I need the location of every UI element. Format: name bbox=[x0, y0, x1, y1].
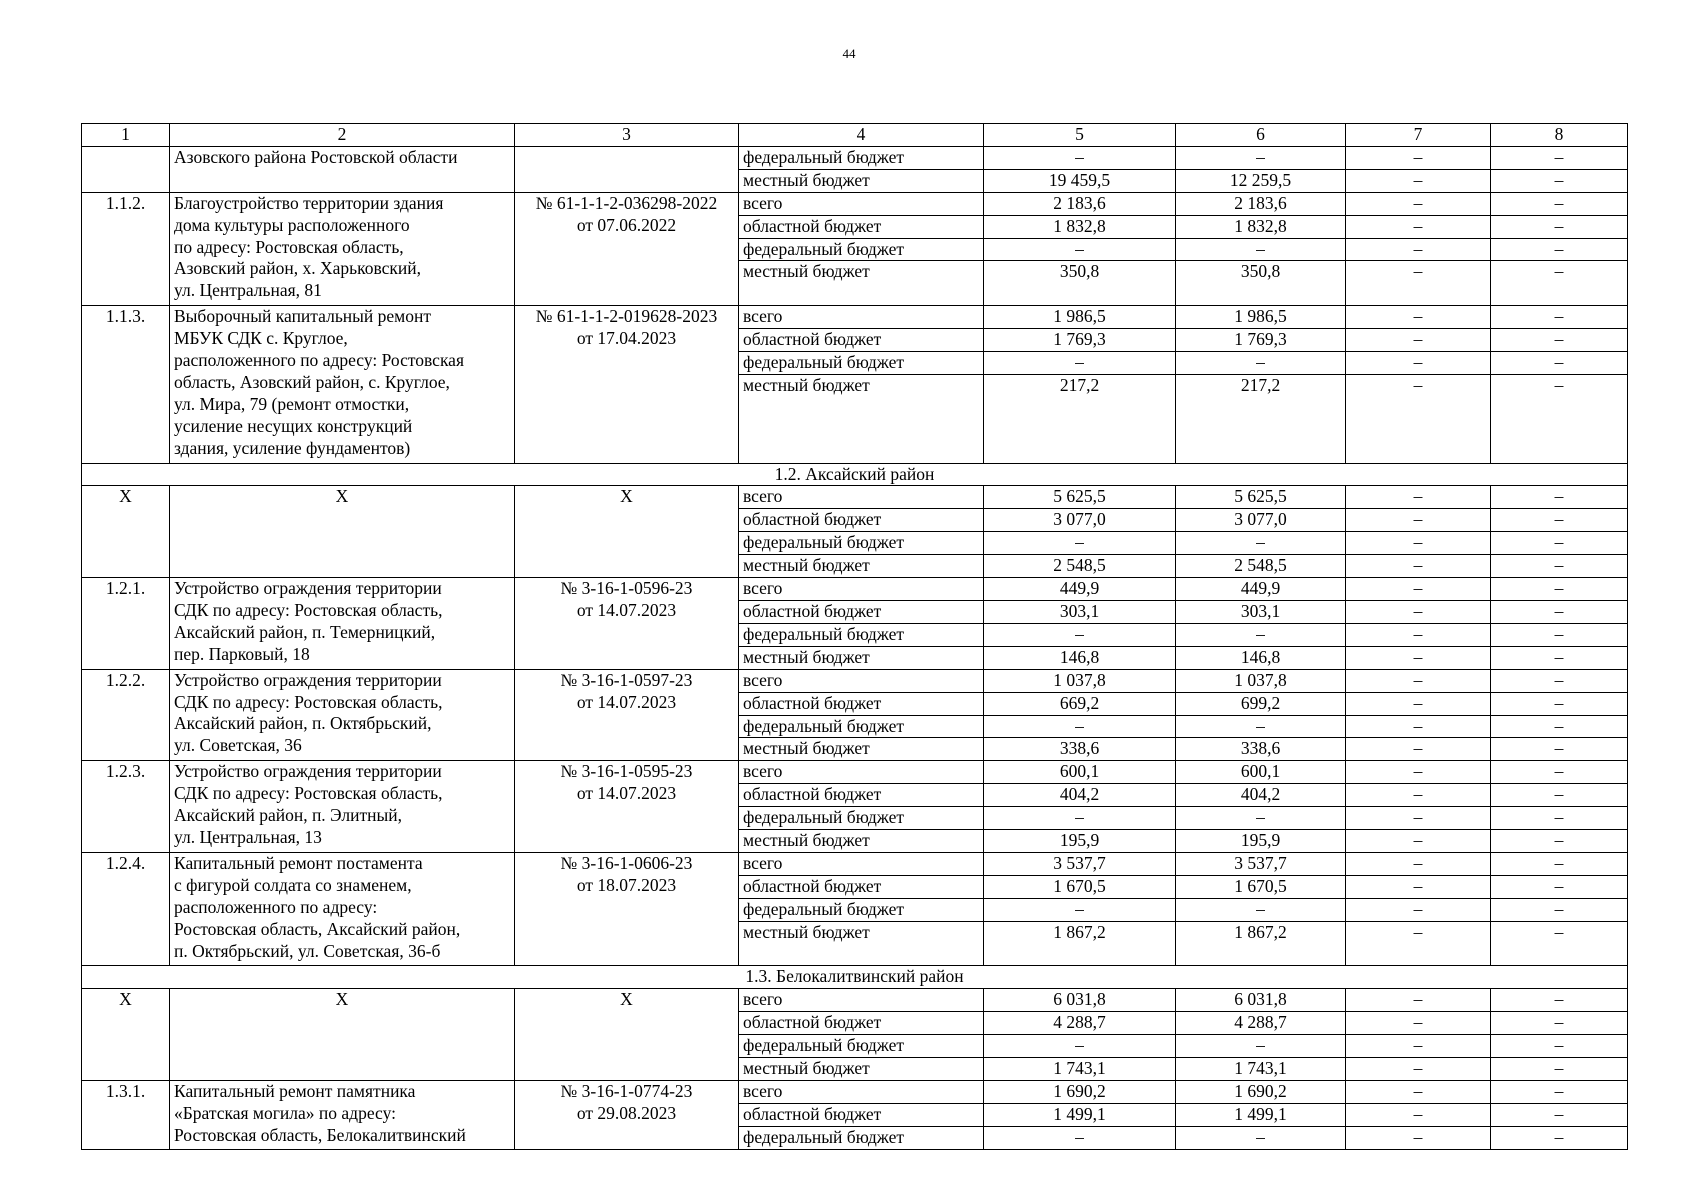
value-cell: 2 548,5 bbox=[984, 555, 1176, 578]
header-cell: 4 bbox=[739, 124, 984, 147]
value-cell: – bbox=[1346, 261, 1491, 306]
budget-type-label: федеральный бюджет bbox=[739, 146, 984, 169]
value-cell: – bbox=[1491, 898, 1628, 921]
table-row bbox=[82, 486, 1628, 509]
object-name-line: Аксайский район, п. Октябрьский, bbox=[174, 713, 432, 734]
value-cell: – bbox=[1491, 261, 1628, 306]
document-line: № 3-16-1-0595-23 bbox=[560, 761, 693, 782]
value-cell: 1 867,2 bbox=[984, 921, 1176, 966]
value-cell: 3 077,0 bbox=[984, 509, 1176, 532]
value-cell: – bbox=[1491, 192, 1628, 215]
header-cell: 3 bbox=[515, 124, 739, 147]
budget-type-label: федеральный бюджет bbox=[739, 623, 984, 646]
budget-type-label: всего bbox=[739, 669, 984, 692]
item-number: 1.2.1. bbox=[82, 578, 170, 670]
budget-type-label: областной бюджет bbox=[739, 875, 984, 898]
document-line: № 61-1-1-2-036298-2022 bbox=[535, 192, 718, 213]
budget-type-label: всего bbox=[739, 989, 984, 1012]
value-cell: 195,9 bbox=[984, 830, 1176, 853]
object-name-line: Устройство ограждения территории bbox=[174, 669, 442, 690]
value-cell: – bbox=[1346, 761, 1491, 784]
value-cell: 449,9 bbox=[984, 578, 1176, 601]
value-cell: 3 077,0 bbox=[1176, 509, 1346, 532]
object-name-line: СДК по адресу: Ростовская область, bbox=[174, 783, 443, 804]
budget-type-label: областной бюджет bbox=[739, 509, 984, 532]
value-cell: 3 537,7 bbox=[984, 852, 1176, 875]
table-row bbox=[82, 192, 1628, 215]
object-name-line: «Братская могила» по адресу: bbox=[174, 1102, 396, 1123]
document-line: от 14.07.2023 bbox=[576, 783, 677, 804]
value-cell: – bbox=[1491, 1081, 1628, 1104]
object-name bbox=[170, 1081, 515, 1150]
value-cell: – bbox=[1176, 623, 1346, 646]
object-name-line: п. Октябрьский, ул. Советская, 36-б bbox=[174, 940, 441, 961]
item-number: 1.3.1. bbox=[82, 1081, 170, 1150]
value-cell: – bbox=[1346, 830, 1491, 853]
budget-type-label: всего bbox=[739, 578, 984, 601]
value-cell: – bbox=[1491, 600, 1628, 623]
value-cell: – bbox=[1491, 830, 1628, 853]
value-cell: – bbox=[1491, 852, 1628, 875]
value-cell: 1 743,1 bbox=[984, 1058, 1176, 1081]
header-row bbox=[82, 124, 1628, 147]
object-name-line: расположенного по адресу: bbox=[174, 896, 378, 917]
x-marker: Х bbox=[170, 486, 515, 578]
budget-type-label: областной бюджет bbox=[739, 1012, 984, 1035]
object-name bbox=[170, 306, 515, 463]
value-cell: 303,1 bbox=[984, 600, 1176, 623]
object-name-line: дома культуры расположенного bbox=[174, 214, 410, 235]
value-cell: – bbox=[1491, 1058, 1628, 1081]
document-number bbox=[515, 669, 739, 761]
value-cell: 6 031,8 bbox=[984, 989, 1176, 1012]
table-row bbox=[82, 852, 1628, 875]
value-cell: – bbox=[984, 807, 1176, 830]
value-cell: – bbox=[1346, 509, 1491, 532]
value-cell: – bbox=[1346, 692, 1491, 715]
value-cell: 1 832,8 bbox=[984, 215, 1176, 238]
value-cell: – bbox=[1491, 374, 1628, 463]
object-name-line: Устройство ограждения территории bbox=[174, 761, 442, 782]
budget-type-label: областной бюджет bbox=[739, 215, 984, 238]
value-cell: – bbox=[1346, 169, 1491, 192]
x-marker: Х bbox=[515, 486, 739, 578]
value-cell: – bbox=[1346, 374, 1491, 463]
value-cell: – bbox=[1346, 192, 1491, 215]
value-cell: – bbox=[1491, 784, 1628, 807]
value-cell: 404,2 bbox=[984, 784, 1176, 807]
x-marker: Х bbox=[515, 989, 739, 1081]
object-name-line: ул. Центральная, 13 bbox=[174, 827, 322, 847]
budget-type-label: всего bbox=[739, 192, 984, 215]
document-line: от 17.04.2023 bbox=[576, 328, 677, 349]
value-cell: – bbox=[1176, 352, 1346, 375]
object-name bbox=[170, 852, 515, 966]
value-cell: – bbox=[984, 532, 1176, 555]
value-cell: – bbox=[1491, 761, 1628, 784]
document-line: № 3-16-1-0606-23 bbox=[560, 852, 693, 873]
object-name-line: Азовский район, х. Харьковский, bbox=[174, 258, 422, 279]
object-name-line: Ростовская область, Аксайский район, bbox=[174, 918, 461, 939]
value-cell: 1 670,5 bbox=[1176, 875, 1346, 898]
value-cell: – bbox=[1346, 352, 1491, 375]
budget-type-label: местный бюджет bbox=[739, 169, 984, 192]
section-title: 1.2. Аксайский район bbox=[82, 463, 1628, 486]
value-cell: 1 499,1 bbox=[1176, 1103, 1346, 1126]
object-name-line: Выборочный капитальный ремонт bbox=[174, 306, 432, 327]
budget-type-label: областной бюджет bbox=[739, 784, 984, 807]
value-cell: 1 690,2 bbox=[984, 1081, 1176, 1104]
object-name-line: ул. Мира, 79 (ремонт отмостки, bbox=[174, 393, 410, 414]
value-cell: – bbox=[1491, 215, 1628, 238]
value-cell: 217,2 bbox=[1176, 374, 1346, 463]
value-cell: 350,8 bbox=[1176, 261, 1346, 306]
value-cell: 217,2 bbox=[984, 374, 1176, 463]
budget-type-label: областной бюджет bbox=[739, 692, 984, 715]
document-line: № 3-16-1-0597-23 bbox=[560, 669, 693, 690]
value-cell: 1 499,1 bbox=[984, 1103, 1176, 1126]
section-title: 1.3. Белокалитвинский район bbox=[82, 966, 1628, 989]
value-cell: – bbox=[1491, 238, 1628, 261]
value-cell: 600,1 bbox=[1176, 761, 1346, 784]
value-cell: – bbox=[984, 1035, 1176, 1058]
table-row bbox=[82, 1081, 1628, 1104]
header-cell: 8 bbox=[1491, 124, 1628, 147]
value-cell: 5 625,5 bbox=[1176, 486, 1346, 509]
value-cell: – bbox=[1491, 692, 1628, 715]
value-cell: – bbox=[1346, 715, 1491, 738]
value-cell: – bbox=[1346, 875, 1491, 898]
value-cell: – bbox=[1491, 921, 1628, 966]
value-cell: – bbox=[984, 623, 1176, 646]
value-cell: 1 986,5 bbox=[984, 306, 1176, 329]
value-cell: – bbox=[1346, 852, 1491, 875]
budget-type-label: областной бюджет bbox=[739, 329, 984, 352]
value-cell: – bbox=[1346, 921, 1491, 966]
value-cell: – bbox=[1346, 238, 1491, 261]
budget-type-label: местный бюджет bbox=[739, 555, 984, 578]
section-row bbox=[82, 966, 1628, 989]
value-cell: 1 769,3 bbox=[1176, 329, 1346, 352]
budget-type-label: всего bbox=[739, 852, 984, 875]
value-cell: – bbox=[1346, 1012, 1491, 1035]
value-cell: – bbox=[1491, 578, 1628, 601]
item-number: 1.2.4. bbox=[82, 852, 170, 966]
value-cell: – bbox=[1346, 646, 1491, 669]
budget-table bbox=[81, 123, 1628, 1150]
budget-type-label: областной бюджет bbox=[739, 1103, 984, 1126]
value-cell: – bbox=[1346, 807, 1491, 830]
object-name-line: СДК по адресу: Ростовская область, bbox=[174, 691, 443, 712]
value-cell: – bbox=[1346, 1035, 1491, 1058]
budget-type-label: федеральный бюджет bbox=[739, 1035, 984, 1058]
table-row bbox=[82, 989, 1628, 1012]
value-cell: 600,1 bbox=[984, 761, 1176, 784]
document-line: № 3-16-1-0774-23 bbox=[560, 1081, 693, 1101]
value-cell: 6 031,8 bbox=[1176, 989, 1346, 1012]
budget-type-label: всего bbox=[739, 306, 984, 329]
budget-type-label: местный бюджет bbox=[739, 830, 984, 853]
header-cell: 5 bbox=[984, 124, 1176, 147]
document-number bbox=[515, 192, 739, 306]
value-cell: – bbox=[1491, 1012, 1628, 1035]
value-cell: 5 625,5 bbox=[984, 486, 1176, 509]
document-line: от 18.07.2023 bbox=[576, 874, 677, 895]
value-cell: 449,9 bbox=[1176, 578, 1346, 601]
document-number bbox=[515, 306, 739, 463]
document-number bbox=[515, 1081, 739, 1150]
value-cell: – bbox=[1346, 669, 1491, 692]
budget-type-label: федеральный бюджет bbox=[739, 898, 984, 921]
value-cell: 1 690,2 bbox=[1176, 1081, 1346, 1104]
header-cell: 1 bbox=[82, 124, 170, 147]
item-number: 1.1.2. bbox=[82, 192, 170, 306]
value-cell: 2 183,6 bbox=[1176, 192, 1346, 215]
budget-type-label: областной бюджет bbox=[739, 600, 984, 623]
value-cell: – bbox=[1346, 623, 1491, 646]
value-cell: 4 288,7 bbox=[1176, 1012, 1346, 1035]
value-cell: – bbox=[1176, 898, 1346, 921]
object-name-line: Капитальный ремонт постамента bbox=[174, 852, 423, 873]
value-cell: – bbox=[1491, 807, 1628, 830]
value-cell: – bbox=[1346, 329, 1491, 352]
document-line: от 29.08.2023 bbox=[576, 1102, 677, 1123]
budget-type-label: местный бюджет bbox=[739, 646, 984, 669]
budget-type-label: федеральный бюджет bbox=[739, 1126, 984, 1149]
value-cell: – bbox=[1346, 784, 1491, 807]
table-row bbox=[82, 306, 1628, 329]
value-cell: 1 670,5 bbox=[984, 875, 1176, 898]
table-row bbox=[82, 146, 1628, 169]
value-cell: 1 037,8 bbox=[1176, 669, 1346, 692]
object-name-line: расположенного по адресу: Ростовская bbox=[174, 350, 464, 371]
value-cell: – bbox=[1346, 146, 1491, 169]
x-marker: Х bbox=[82, 486, 170, 578]
header-cell: 6 bbox=[1176, 124, 1346, 147]
object-name-line: Благоустройство территории здания bbox=[174, 192, 444, 213]
budget-type-label: местный бюджет bbox=[739, 921, 984, 966]
value-cell: – bbox=[1491, 875, 1628, 898]
document-number bbox=[515, 146, 739, 192]
value-cell: 669,2 bbox=[984, 692, 1176, 715]
value-cell: – bbox=[1176, 238, 1346, 261]
budget-type-label: местный бюджет bbox=[739, 1058, 984, 1081]
object-name-line: усиление несущих конструкций bbox=[174, 415, 413, 436]
budget-type-label: всего bbox=[739, 1081, 984, 1104]
item-number: 1.2.3. bbox=[82, 761, 170, 853]
value-cell: 303,1 bbox=[1176, 600, 1346, 623]
value-cell: – bbox=[1346, 306, 1491, 329]
value-cell: – bbox=[1491, 555, 1628, 578]
value-cell: – bbox=[984, 715, 1176, 738]
value-cell: – bbox=[1346, 578, 1491, 601]
value-cell: – bbox=[1176, 532, 1346, 555]
document-number bbox=[515, 761, 739, 853]
document-line: от 07.06.2022 bbox=[576, 214, 677, 235]
object-name-line: Устройство ограждения территории bbox=[174, 578, 442, 599]
value-cell: 404,2 bbox=[1176, 784, 1346, 807]
value-cell: – bbox=[1491, 509, 1628, 532]
value-cell: 338,6 bbox=[1176, 738, 1346, 761]
value-cell: – bbox=[1491, 1035, 1628, 1058]
object-name-line: ул. Центральная, 81 bbox=[174, 280, 322, 301]
value-cell: 195,9 bbox=[1176, 830, 1346, 853]
budget-type-label: федеральный бюджет bbox=[739, 238, 984, 261]
value-cell: – bbox=[1491, 352, 1628, 375]
header-cell: 2 bbox=[170, 124, 515, 147]
value-cell: – bbox=[984, 898, 1176, 921]
budget-type-label: всего bbox=[739, 761, 984, 784]
value-cell: – bbox=[1491, 306, 1628, 329]
object-name-line: здания, усиление фундаментов) bbox=[174, 437, 411, 458]
object-name bbox=[170, 669, 515, 761]
value-cell: – bbox=[984, 238, 1176, 261]
value-cell: 2 548,5 bbox=[1176, 555, 1346, 578]
document-number bbox=[515, 852, 739, 966]
value-cell: – bbox=[1346, 738, 1491, 761]
object-name: Азовского района Ростовской области bbox=[170, 146, 515, 192]
item-number bbox=[82, 146, 170, 192]
value-cell: 1 743,1 bbox=[1176, 1058, 1346, 1081]
value-cell: 12 259,5 bbox=[1176, 169, 1346, 192]
value-cell: – bbox=[984, 352, 1176, 375]
object-name-line: по адресу: Ростовская область, bbox=[174, 236, 404, 257]
value-cell: – bbox=[1346, 532, 1491, 555]
value-cell: – bbox=[1491, 1126, 1628, 1149]
value-cell: – bbox=[1176, 1035, 1346, 1058]
object-name-line: с фигурой солдата со знаменем, bbox=[174, 874, 412, 895]
value-cell: – bbox=[1346, 1126, 1491, 1149]
value-cell: – bbox=[1491, 623, 1628, 646]
page-number: 44 bbox=[842, 46, 856, 61]
value-cell: – bbox=[1346, 1058, 1491, 1081]
value-cell: 1 986,5 bbox=[1176, 306, 1346, 329]
value-cell: – bbox=[1346, 555, 1491, 578]
value-cell: 1 769,3 bbox=[984, 329, 1176, 352]
value-cell: – bbox=[1346, 486, 1491, 509]
value-cell: 4 288,7 bbox=[984, 1012, 1176, 1035]
document-line: от 14.07.2023 bbox=[576, 599, 677, 620]
object-name bbox=[170, 192, 515, 306]
value-cell: – bbox=[1491, 532, 1628, 555]
object-name-line: Аксайский район, п. Элитный, bbox=[174, 805, 402, 826]
item-number: 1.2.2. bbox=[82, 669, 170, 761]
value-cell: 350,8 bbox=[984, 261, 1176, 306]
item-number: 1.1.3. bbox=[82, 306, 170, 463]
object-name bbox=[170, 578, 515, 670]
budget-type-label: федеральный бюджет bbox=[739, 532, 984, 555]
value-cell: – bbox=[1491, 169, 1628, 192]
value-cell: 3 537,7 bbox=[1176, 852, 1346, 875]
x-marker: Х bbox=[170, 989, 515, 1081]
value-cell: – bbox=[1346, 215, 1491, 238]
value-cell: – bbox=[1491, 646, 1628, 669]
value-cell: 19 459,5 bbox=[984, 169, 1176, 192]
table-row bbox=[82, 578, 1628, 601]
value-cell: – bbox=[1491, 715, 1628, 738]
budget-type-label: федеральный бюджет bbox=[739, 807, 984, 830]
value-cell: – bbox=[1491, 146, 1628, 169]
budget-type-label: всего bbox=[739, 486, 984, 509]
table-row bbox=[82, 761, 1628, 784]
value-cell: – bbox=[1346, 1103, 1491, 1126]
value-cell: – bbox=[1346, 989, 1491, 1012]
object-name-line: МБУК СДК с. Круглое, bbox=[174, 328, 348, 349]
x-marker: Х bbox=[82, 989, 170, 1081]
object-name-line: Капитальный ремонт памятника bbox=[174, 1081, 416, 1101]
budget-type-label: местный бюджет bbox=[739, 374, 984, 463]
header-cell: 7 bbox=[1346, 124, 1491, 147]
document-line: № 3-16-1-0596-23 bbox=[560, 578, 693, 599]
value-cell: 338,6 bbox=[984, 738, 1176, 761]
value-cell: – bbox=[1176, 807, 1346, 830]
value-cell: – bbox=[1491, 989, 1628, 1012]
table-row bbox=[82, 669, 1628, 692]
value-cell: 1 037,8 bbox=[984, 669, 1176, 692]
value-cell: – bbox=[1491, 329, 1628, 352]
value-cell: – bbox=[984, 146, 1176, 169]
value-cell: – bbox=[1176, 715, 1346, 738]
value-cell: 1 832,8 bbox=[1176, 215, 1346, 238]
value-cell: – bbox=[1176, 146, 1346, 169]
value-cell: – bbox=[1346, 600, 1491, 623]
value-cell: 2 183,6 bbox=[984, 192, 1176, 215]
value-cell: – bbox=[1491, 1103, 1628, 1126]
budget-type-label: федеральный бюджет bbox=[739, 352, 984, 375]
budget-type-label: федеральный бюджет bbox=[739, 715, 984, 738]
value-cell: – bbox=[1176, 1126, 1346, 1149]
value-cell: – bbox=[1491, 738, 1628, 761]
value-cell: 146,8 bbox=[1176, 646, 1346, 669]
value-cell: 1 867,2 bbox=[1176, 921, 1346, 966]
value-cell: – bbox=[984, 1126, 1176, 1149]
value-cell: – bbox=[1491, 486, 1628, 509]
object-name-line: СДК по адресу: Ростовская область, bbox=[174, 599, 443, 620]
object-name-line: ул. Советская, 36 bbox=[174, 735, 302, 756]
value-cell: – bbox=[1346, 1081, 1491, 1104]
object-name-line: Аксайский район, п. Темерницкий, bbox=[174, 621, 436, 642]
budget-type-label: местный бюджет bbox=[739, 261, 984, 306]
object-name-line: область, Азовский район, с. Круглое, bbox=[174, 371, 450, 392]
budget-type-label: местный бюджет bbox=[739, 738, 984, 761]
section-row bbox=[82, 463, 1628, 486]
object-name-line: Ростовская область, Белокалитвинский bbox=[174, 1124, 466, 1145]
value-cell: – bbox=[1346, 898, 1491, 921]
document-number bbox=[515, 578, 739, 670]
value-cell: 146,8 bbox=[984, 646, 1176, 669]
document-line: № 61-1-1-2-019628-2023 bbox=[535, 306, 718, 327]
value-cell: – bbox=[1491, 669, 1628, 692]
object-name bbox=[170, 761, 515, 853]
object-name-line: пер. Парковый, 18 bbox=[174, 643, 310, 664]
document-line: от 14.07.2023 bbox=[576, 691, 677, 712]
value-cell: 699,2 bbox=[1176, 692, 1346, 715]
